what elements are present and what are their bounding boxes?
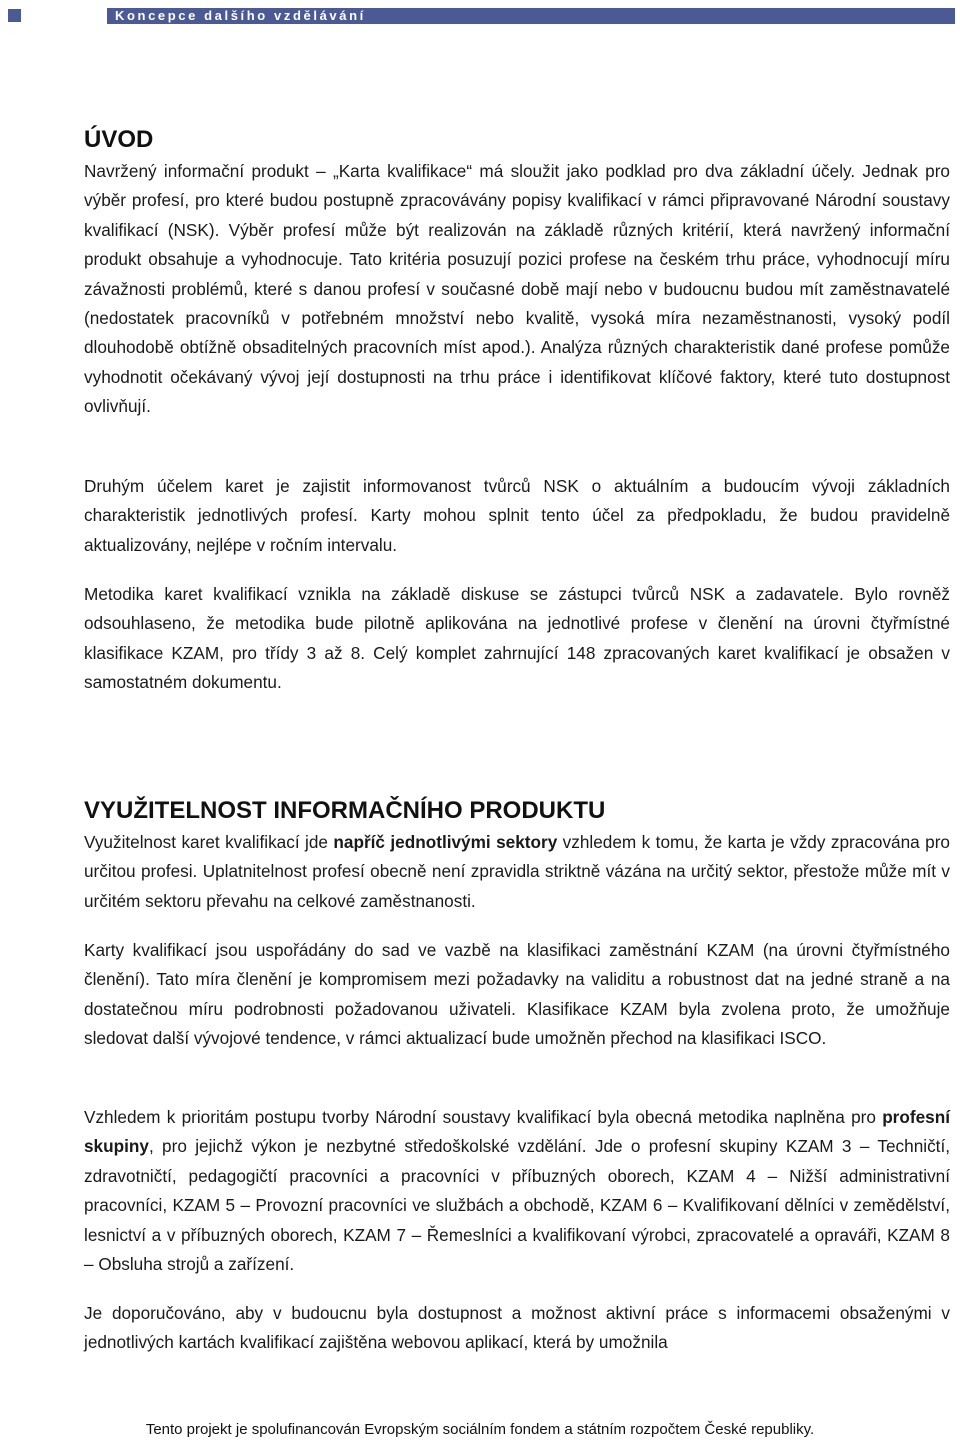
vyuzitelnost-paragraph-3 [84,1103,950,1279]
p3-text-a: Vzhledem k prioritám postupu tvorby Národní soustavy kvalifikací byla obecná metodika naplněna pro [84,1107,883,1127]
header-square-icon [8,9,21,22]
p1-text-bold: napříč jednotlivými sektory [333,832,558,852]
p3-text-c: , pro jejichž výkon je nezbytné středoškolské vzdělání. Jde o profesní skupiny KZAM 3 – Techničtí, zdravotničtí, pedagogičtí pracovníci a pracovníci v příbuzných oborech, KZAM 4 – Nižší administrativní pracovníci, KZAM 5 – Provozní pracovníci ve službách a obchodě, KZAM 6 – Kvalifikovaní dělníci v zemědělství, lesnictví a v příbuzných oborech, KZAM 7 – Řemeslníci a kvalifikovaní výrobci, zpracovatelé a opraváři, KZAM 8 – Obsluha strojů a zařízení. [84,1136,950,1275]
vyuzitelnost-paragraph-4: Je doporučováno, aby v budoucnu byla dostupnost a možnost aktivní práce s informacemi obsaženými v jednotlivých kartách kvalifikací zajištěna webovou aplikací, která by umožnila [84,1303,950,1353]
uvod-paragraph-2: Druhým účelem karet je zajistit informovanost tvůrců NSK o aktuálním a budoucím vývoji základních charakteristik jednotlivých profesí. Karty mohou splnit tento účel za předpokladu, že budou pravidelně aktualizovány, nejlépe v ročním intervalu. [84,476,950,555]
header-title: Koncepce dalšího vzdělávání [115,8,366,23]
uvod-paragraph-1: Navržený informační produkt – „Karta kvalifikace“ má sloužit jako podklad pro dva základní účely. Jednak pro výběr profesí, pro které budou postupně zpracovávány popisy kvalifikací v rámci připravované Národní soustavy kvalifikací (NSK). Výběr profesí může být realizován na základě různých kritérií, která navržený informační produkt obsahuje a vyhodnocuje. Tato kritéria posuzují pozici profese na českém trhu práce, vyhodnocují míru závažnosti problémů, které s danou profesí v současné době mají nebo v budoucnu budou mít zaměstnavatelé (nedostatek pracovníků v potřebném množství nebo kvalitě, vysoká míra nezaměstnanosti, vysoký podíl dlouhodobě obtížně obsaditelných pracovních míst apod.). Analýza různých charakteristik dané profese pomůže vyhodnotit očekávaný vývoj její dostupnosti na trhu práce i identifikovat klíčové faktory, které tuto dostupnost ovlivňují. [84,161,950,417]
p1-text-c: vzhledem k tomu, že karta je vždy zpracována pro určitou profesi. Uplatnitelnost profesí obecně není zpravidla striktně vázána na určitý sektor, přestože může mít v určitém sektoru převahu na celkové zaměstnanosti. [84,832,950,911]
heading-vyuzitelnost: VYUŽITELNOST INFORMAČNÍHO PRODUKTU [84,797,606,824]
vyuzitelnost-paragraph-1 [84,828,950,916]
header-bar [107,8,955,24]
p3-text-bold: profesní skupiny [84,1107,950,1157]
heading-uvod: ÚVOD [84,126,154,153]
vyuzitelnost-paragraph-2: Karty kvalifikací jsou uspořádány do sad ve vazbě na klasifikaci zaměstnání KZAM (na úrovni čtyřmístného členění). Tato míra členění je kompromisem mezi požadavky na validitu a robustnost dat na jedné straně a na dostatečnou míru podrobnosti požadovanou uživateli. Klasifikace KZAM byla zvolena proto, že umožňuje sledovat další vývojové tendence, v rámci aktualizací bude umožněn přechod na klasifikaci ISCO. [84,940,950,1049]
uvod-paragraph-3: Metodika karet kvalifikací vznikla na základě diskuse se zástupci tvůrců NSK a zadavatele. Bylo rovněž odsouhlaseno, že metodika bude pilotně aplikována na jednotlivé profese v členění na úrovni čtyřmístné klasifikace KZAM, pro třídy 3 až 8. Celý komplet zahrnující 148 zpracovaných karet kvalifikací je obsažen v samostatném dokumentu. [84,584,950,693]
footer-text: Tento projekt je spolufinancován Evropským sociálním fondem a státním rozpočtem České republiky. [145,1421,815,1438]
p1-text-a: Využitelnost karet kvalifikací jde [84,832,334,852]
